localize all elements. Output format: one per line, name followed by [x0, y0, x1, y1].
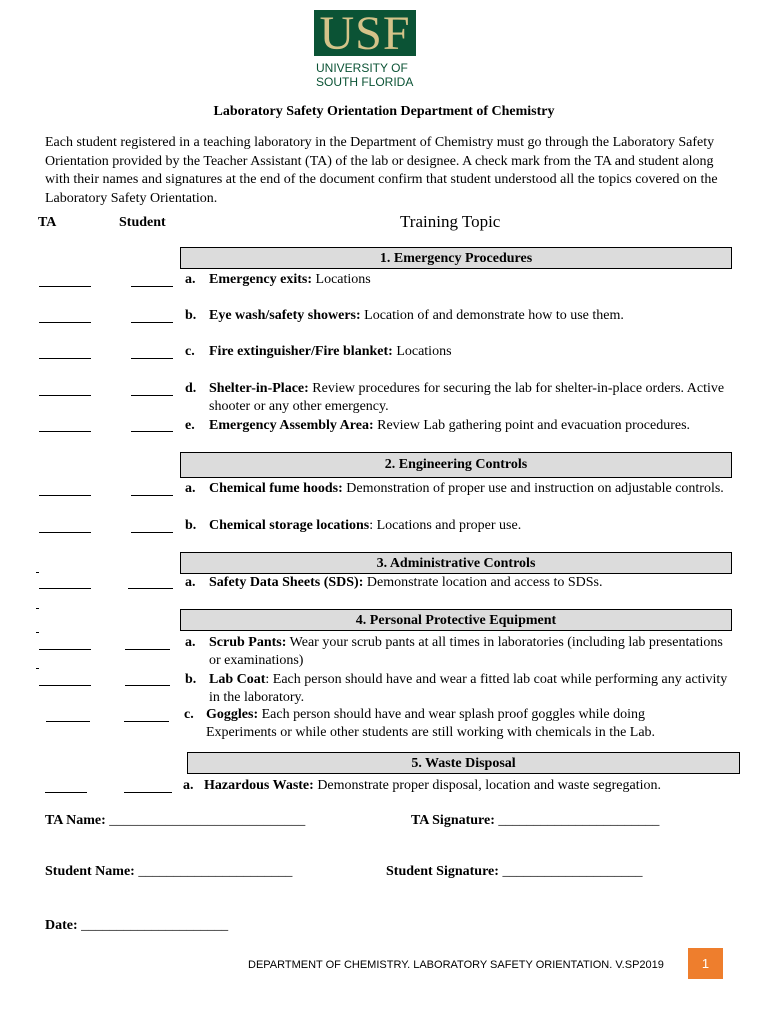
student-check-blank[interactable] — [124, 792, 172, 793]
item-letter: c. — [184, 707, 194, 722]
ta-check-blank[interactable] — [39, 322, 91, 323]
university-name-line2: SOUTH FLORIDA — [316, 75, 414, 89]
item-label: Safety Data Sheets (SDS): — [209, 575, 364, 590]
section-administrative-controls: 3. Administrative Controls — [180, 552, 732, 574]
ta-name-field[interactable] — [45, 813, 305, 829]
item-text — [209, 480, 735, 498]
item-description: Locations — [312, 272, 371, 287]
ta-check-blank[interactable] — [39, 588, 91, 589]
item-text — [209, 671, 735, 707]
date-line[interactable]: _____________________ — [81, 918, 229, 933]
item-letter: b. — [185, 672, 197, 687]
item-text — [204, 777, 738, 795]
section-engineering-controls: 2. Engineering Controls — [180, 452, 732, 478]
item-label: Chemical fume hoods: — [209, 481, 343, 496]
item-text — [209, 343, 735, 361]
student-signature-line[interactable]: ____________________ — [502, 864, 643, 879]
ta-check-blank[interactable] — [39, 649, 91, 650]
ta-check-blank[interactable] — [39, 286, 91, 287]
item-letter: a. — [185, 272, 196, 287]
item-letter: a. — [185, 575, 196, 590]
ta-signature-field[interactable] — [411, 813, 659, 829]
ta-signature-line[interactable]: _______________________ — [498, 813, 660, 828]
item-label: Emergency Assembly Area: — [209, 418, 374, 433]
training-topic-header: Training Topic — [400, 212, 501, 231]
item-text — [209, 307, 735, 325]
ta-name-label: TA Name: — [45, 813, 106, 828]
item-letter: d. — [185, 381, 197, 396]
item-label: Emergency exits: — [209, 272, 313, 287]
student-check-blank[interactable] — [131, 395, 173, 396]
university-name — [316, 61, 413, 89]
item-label: Fire extinguisher/Fire blanket: — [209, 344, 393, 359]
item-label: Eye wash/safety showers: — [209, 308, 361, 323]
item-label: Scrub Pants: — [209, 635, 287, 650]
item-description: Each person should have and wear splash proof goggles while doing Experiments or while other students are still working with chemicals in the Lab. — [206, 707, 656, 740]
item-text — [209, 417, 735, 435]
student-check-blank[interactable] — [131, 532, 173, 533]
item-letter: e. — [185, 418, 195, 433]
ta-check-blank[interactable] — [46, 721, 90, 722]
student-name-label: Student Name: — [45, 864, 135, 879]
item-text — [209, 517, 735, 535]
student-check-blank[interactable] — [125, 649, 170, 650]
item-text — [209, 634, 735, 670]
item-text — [209, 271, 735, 289]
page-title: Laboratory Safety Orientation Department of Chemistry — [213, 104, 555, 119]
item-letter: b. — [185, 308, 197, 323]
student-check-blank[interactable] — [131, 358, 173, 359]
item-text — [209, 380, 735, 416]
item-description: Demonstrate proper disposal, location and waste segregation. — [313, 778, 661, 793]
university-name-line1: UNIVERSITY OF — [316, 61, 408, 75]
item-letter: b. — [185, 518, 197, 533]
student-check-blank[interactable] — [131, 431, 173, 432]
student-signature-field[interactable] — [386, 864, 642, 880]
item-letter: a. — [185, 481, 196, 496]
section-emergency-procedures: 1. Emergency Procedures — [180, 247, 732, 269]
item-description: Review procedures for securing the lab for shelter-in-place orders. Active shooter or any other emergency. — [209, 381, 725, 414]
date-field[interactable] — [45, 918, 228, 934]
item-letter: c. — [185, 344, 195, 359]
item-description: : Locations and proper use. — [369, 518, 522, 533]
item-label: Chemical storage locations — [209, 518, 370, 533]
item-label: Hazardous Waste: — [204, 778, 314, 793]
item-description: Location of and demonstrate how to use them. — [360, 308, 624, 323]
margin-mark — [36, 632, 39, 633]
item-label: Shelter-in-Place: — [209, 381, 309, 396]
margin-mark — [36, 572, 39, 573]
ta-check-blank[interactable] — [39, 495, 91, 496]
item-text — [209, 574, 735, 592]
item-text — [206, 706, 709, 742]
item-letter: a. — [183, 778, 194, 793]
ta-signature-label: TA Signature: — [411, 813, 495, 828]
margin-mark — [36, 608, 39, 609]
ta-check-blank[interactable] — [39, 358, 91, 359]
item-description: Wear your scrub pants at all times in laboratories (including lab presentations or examinations) — [209, 635, 723, 668]
student-check-blank[interactable] — [131, 495, 173, 496]
item-label: Goggles: — [206, 707, 259, 722]
date-label: Date: — [45, 918, 78, 933]
item-description: Review Lab gathering point and evacuation procedures. — [373, 418, 691, 433]
student-name-field[interactable] — [45, 864, 292, 880]
student-column-header: Student — [119, 215, 166, 230]
ta-check-blank[interactable] — [39, 395, 91, 396]
section-waste-disposal: 5. Waste Disposal — [187, 752, 740, 774]
student-check-blank[interactable] — [128, 588, 173, 589]
section-personal-protective-equipment: 4. Personal Protective Equipment — [180, 609, 732, 631]
ta-name-line[interactable]: ____________________________ — [109, 813, 306, 828]
student-check-blank[interactable] — [131, 322, 173, 323]
intro-paragraph: Each student registered in a teaching laboratory in the Department of Chemistry must go through the Laboratory Safety Orientation provided by the Teacher Assistant (TA) of the lab or designee. A check mark from the TA and student along with their names and signatures at the end of the document confirm that student understood all the topics covered on the Laboratory Safety Orientation. — [45, 135, 718, 206]
usf-logo: USF — [314, 10, 416, 56]
item-label: Lab Coat — [209, 672, 266, 687]
ta-column-header: TA — [38, 215, 57, 230]
footer-text: DEPARTMENT OF CHEMISTRY. LABORATORY SAFETY ORIENTATION. V.SP2019 — [248, 959, 664, 971]
ta-check-blank[interactable] — [45, 792, 87, 793]
item-description: : Each person should have and wear a fitted lab coat while performing any activity in the laboratory. — [209, 672, 728, 705]
student-check-blank[interactable] — [131, 286, 173, 287]
item-letter: a. — [185, 635, 196, 650]
margin-mark — [36, 668, 39, 669]
student-name-line[interactable]: ______________________ — [138, 864, 293, 879]
student-check-blank[interactable] — [125, 685, 170, 686]
ta-check-blank[interactable] — [39, 532, 91, 533]
item-description: Locations — [392, 344, 452, 359]
ta-check-blank[interactable] — [39, 685, 91, 686]
student-signature-label: Student Signature: — [386, 864, 499, 879]
page-number: 1 — [688, 948, 723, 979]
ta-check-blank[interactable] — [39, 431, 91, 432]
item-description: Demonstrate location and access to SDSs. — [363, 575, 603, 590]
item-description: Demonstration of proper use and instruction on adjustable controls. — [342, 481, 724, 496]
student-check-blank[interactable] — [124, 721, 169, 722]
